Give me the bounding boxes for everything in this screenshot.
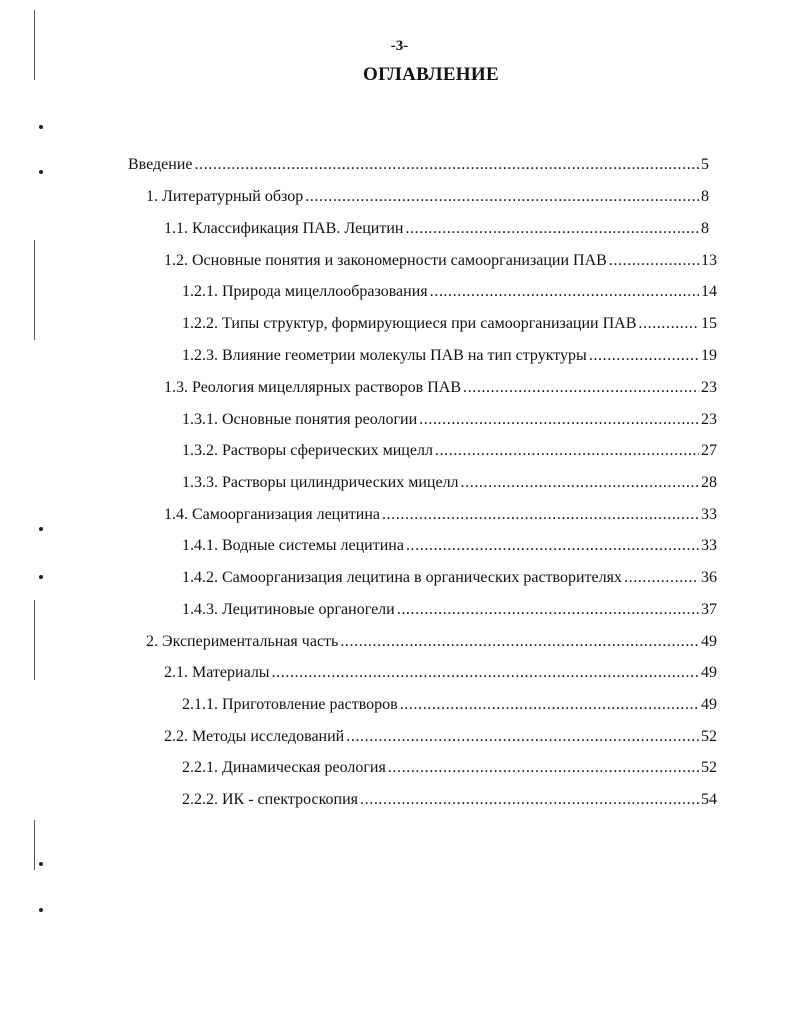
- toc-entry-label: 2.1.1. Приготовление растворов: [182, 696, 398, 713]
- toc-leader-dots: [272, 664, 699, 682]
- toc-entry-label: Введение: [128, 156, 193, 173]
- toc-entry-page: 27: [701, 442, 717, 459]
- toc-entry-label: 1.3.2. Растворы сферических мицелл: [182, 442, 433, 459]
- toc-entry-label: 1.4. Самоорганизация лецитина: [164, 506, 381, 523]
- toc-entry-2-2-1[interactable]: [182, 759, 717, 781]
- toc-entry-page: 8: [701, 220, 709, 237]
- toc-leader-dots: [638, 315, 699, 333]
- scan-artifact-line: [34, 820, 35, 870]
- toc-entry-label: 1.3.1. Основные понятия реологии: [182, 411, 418, 428]
- toc-entry-1-3-2[interactable]: [182, 442, 717, 464]
- toc-leader-dots: [382, 506, 699, 524]
- toc-leader-dots: [461, 474, 699, 492]
- toc-entry-label: 1.2.1. Природа мицеллообразования: [182, 283, 428, 300]
- toc-entry-label: 1.3. Реология мицеллярных растворов ПАВ: [164, 379, 462, 396]
- toc-entry-1-1[interactable]: [164, 220, 709, 242]
- toc-entry-label: 1.2. Основные понятия и закономерности самоорганизации ПАВ: [164, 252, 607, 269]
- scan-artifact-dot: [39, 527, 43, 531]
- page-title: ОГЛАВЛЕНИЕ: [363, 64, 499, 85]
- toc-entry-label: 1.3.3. Растворы цилиндрических мицелл: [182, 474, 459, 491]
- toc-leader-dots: [340, 633, 699, 651]
- toc-entry-label: 1.4.3. Лецитиновые органогели: [182, 601, 395, 618]
- toc-entry-page: 28: [701, 474, 717, 491]
- toc-entry-1-4-3[interactable]: [182, 601, 717, 623]
- toc-entry-page: 14: [701, 283, 717, 300]
- toc-entry-label: 1.2.3. Влияние геометрии молекулы ПАВ на тип структуры: [182, 347, 587, 364]
- toc-leader-dots: [609, 252, 699, 270]
- scan-artifact-dot: [39, 862, 43, 866]
- toc-entry-page: 5: [701, 156, 709, 173]
- toc-entry-1-4-1[interactable]: [182, 537, 717, 559]
- toc-entry-2[interactable]: [146, 633, 717, 655]
- toc-entry-page: 52: [701, 759, 717, 776]
- toc-entry-page: 54: [701, 791, 717, 808]
- toc-entry-1-2-1[interactable]: [182, 283, 717, 305]
- toc-entry-1[interactable]: [146, 188, 709, 210]
- toc-entry-label: 2.1. Материалы: [164, 664, 270, 681]
- scan-artifact-dot: [39, 908, 43, 912]
- toc-entry-page: 49: [701, 696, 717, 713]
- toc-entry-label: 1.1. Классификация ПАВ. Лецитин: [164, 220, 404, 237]
- toc-entry-page: 19: [701, 347, 717, 364]
- toc-entry-1-2-3[interactable]: [182, 347, 717, 369]
- toc-leader-dots: [388, 759, 699, 777]
- toc-leader-dots: [463, 379, 699, 397]
- toc-entry-1-4[interactable]: [164, 506, 717, 528]
- toc-entry-label: 1. Литературный обзор: [146, 188, 304, 205]
- scan-artifact-line: [34, 600, 35, 680]
- toc-entry-page: 49: [701, 633, 717, 650]
- toc-leader-dots: [624, 569, 699, 587]
- toc-entry-page: 33: [701, 537, 717, 554]
- toc-entry-2-2[interactable]: [164, 728, 717, 750]
- toc-entry-1-3[interactable]: [164, 379, 717, 401]
- toc-entry-label: 2.2.1. Динамическая реология: [182, 759, 386, 776]
- toc-entry-page: 15: [701, 315, 717, 332]
- toc-entry-page: 49: [701, 664, 717, 681]
- toc-entry-2-1-1[interactable]: [182, 696, 717, 718]
- toc-entry-1-2[interactable]: [164, 252, 717, 274]
- toc-entry-1-2-2[interactable]: [182, 315, 717, 337]
- scan-artifact-line: [34, 240, 35, 340]
- toc-entry-page: 37: [701, 601, 717, 618]
- toc-entry-page: 8: [701, 188, 709, 205]
- toc-entry-label: 1.4.1. Водные системы лецитина: [182, 537, 404, 554]
- toc-entry-page: 36: [701, 569, 717, 586]
- toc-leader-dots: [305, 188, 699, 206]
- toc-entry-label: 2. Экспериментальная часть: [146, 633, 339, 650]
- toc-leader-dots: [397, 601, 699, 619]
- toc-entry-label: 2.2. Методы исследований: [164, 728, 345, 745]
- toc-leader-dots: [405, 220, 699, 238]
- scan-artifact-dot: [39, 170, 43, 174]
- toc-entry-1-3-3[interactable]: [182, 474, 717, 496]
- scan-artifact-dot: [39, 575, 43, 579]
- toc-entry-label: 1.4.2. Самоорганизация лецитина в органических растворителях: [182, 569, 622, 586]
- toc-entry-label: 2.2.2. ИК - спектроскопия: [182, 791, 359, 808]
- toc-leader-dots: [406, 537, 699, 555]
- toc-entry-label: 1.2.2. Типы структур, формирующиеся при самоорганизации ПАВ: [182, 315, 637, 332]
- toc-entry-page: 13: [701, 252, 717, 269]
- toc-leader-dots: [589, 347, 699, 365]
- toc-entry-page: 23: [701, 379, 717, 396]
- toc-leader-dots: [346, 728, 699, 746]
- toc-leader-dots: [400, 696, 699, 714]
- scan-artifact-dot: [39, 125, 43, 129]
- toc-leader-dots: [360, 791, 699, 809]
- toc-entry-2-1[interactable]: [164, 664, 717, 686]
- toc-entry-introduction[interactable]: [128, 156, 709, 178]
- toc-entry-2-2-2[interactable]: [182, 791, 717, 813]
- toc-entry-page: 23: [701, 411, 717, 428]
- page-number: -3-: [390, 38, 409, 54]
- toc-leader-dots: [195, 156, 700, 174]
- toc-entry-1-3-1[interactable]: [182, 411, 717, 433]
- toc-leader-dots: [419, 411, 699, 429]
- toc-entry-1-4-2[interactable]: [182, 569, 717, 591]
- toc-entry-page: 52: [701, 728, 717, 745]
- toc-leader-dots: [430, 283, 699, 301]
- toc-leader-dots: [435, 442, 699, 460]
- toc-entry-page: 33: [701, 506, 717, 523]
